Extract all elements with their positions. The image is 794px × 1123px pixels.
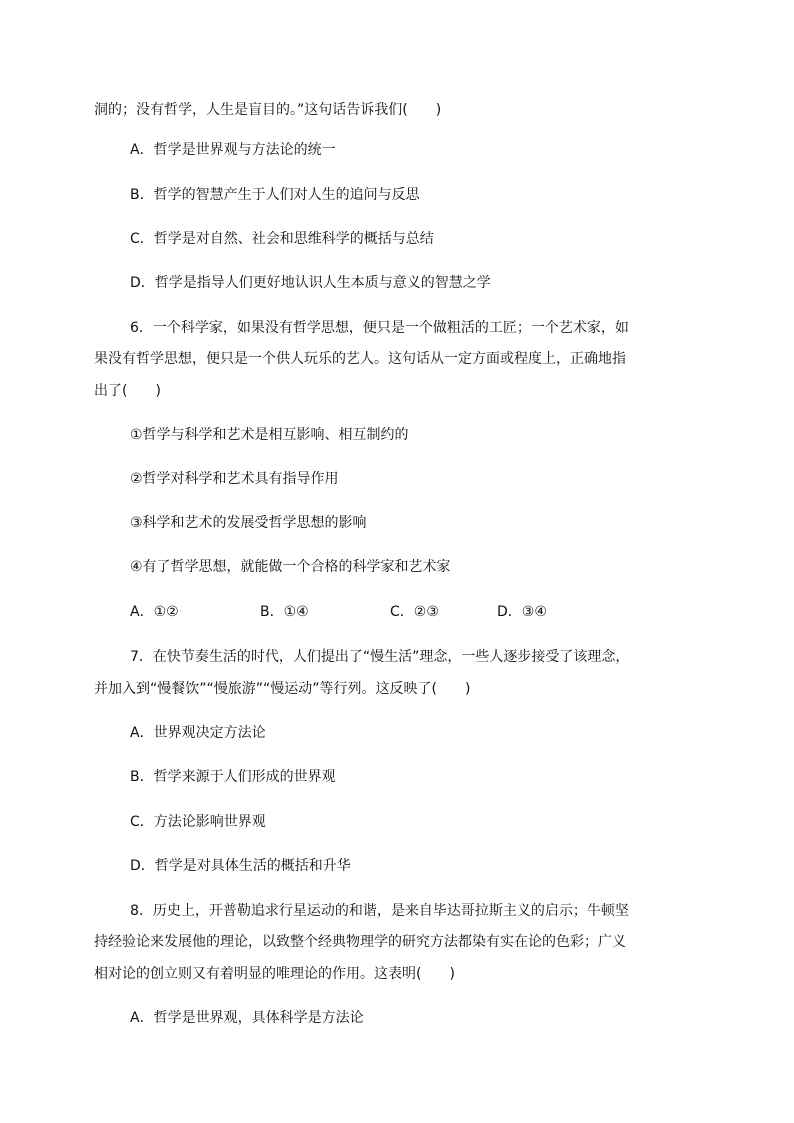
q8-stem-line-2: 持经验论来发展他的理论，以致整个经典物理学的研究方法都染有实在论的色彩；广义 bbox=[94, 934, 626, 950]
q8-stem-line-3: 相对论的创立则又有着明显的唯理论的作用。这表明( ) bbox=[94, 966, 455, 982]
q7-stem-line-1: 7．在快节奏生活的时代，人们提出了“慢生活”理念，一些人逐步接受了该理念， bbox=[130, 649, 630, 665]
q5-option-a: A．哲学是世界观与方法论的统一 bbox=[130, 142, 336, 158]
q8-option-a: A．哲学是世界观，具体科学是方法论 bbox=[130, 1010, 364, 1026]
q6-option-a: A．①② bbox=[130, 604, 179, 620]
q7-stem-line-2: 并加入到“慢餐饮”“慢旅游”“慢运动”等行列。这反映了( ) bbox=[94, 681, 471, 697]
q5-option-c: C．哲学是对自然、社会和思维科学的概括与总结 bbox=[130, 231, 434, 247]
q6-statement-2: ②哲学对科学和艺术具有指导作用 bbox=[130, 471, 339, 487]
q6-options-row bbox=[130, 603, 690, 621]
q6-stem-line-3: 出了( ) bbox=[94, 383, 161, 399]
q6-statement-4: ④有了哲学思想，就能做一个合格的科学家和艺术家 bbox=[130, 559, 451, 575]
q6-option-b: B．①④ bbox=[260, 604, 309, 620]
q5-option-b: B．哲学的智慧产生于人们对人生的追问与反思 bbox=[130, 187, 420, 203]
q5-stem-tail: 洞的；没有哲学，人生是盲目的。”这句话告诉我们( ) bbox=[94, 102, 442, 118]
q7-option-d: D．哲学是对具体生活的概括和升华 bbox=[130, 858, 351, 874]
q6-option-d: D．③④ bbox=[497, 604, 547, 620]
q7-option-b: B．哲学来源于人们形成的世界观 bbox=[130, 769, 336, 785]
q6-statement-1: ①哲学与科学和艺术是相互影响、相互制约的 bbox=[130, 427, 409, 443]
q7-option-a: A．世界观决定方法论 bbox=[130, 725, 266, 741]
q7-option-c: C．方法论影响世界观 bbox=[130, 814, 266, 830]
q6-stem-line-2: 果没有哲学思想，便只是一个供人玩乐的艺人。这句话从一定方面或程度上，正确地指 bbox=[94, 351, 626, 367]
q8-stem-line-1: 8．历史上，开普勒追求行星运动的和谐，是来自毕达哥拉斯主义的启示；牛顿坚 bbox=[130, 903, 629, 919]
q6-option-c: C．②③ bbox=[390, 604, 439, 620]
q6-stem-line-1: 6．一个科学家，如果没有哲学思想，便只是一个做粗活的工匠；一个艺术家，如 bbox=[130, 320, 629, 336]
q6-statement-3: ③科学和艺术的发展受哲学思想的影响 bbox=[130, 515, 367, 531]
q5-option-d: D．哲学是指导人们更好地认识人生本质与意义的智慧之学 bbox=[130, 275, 491, 291]
